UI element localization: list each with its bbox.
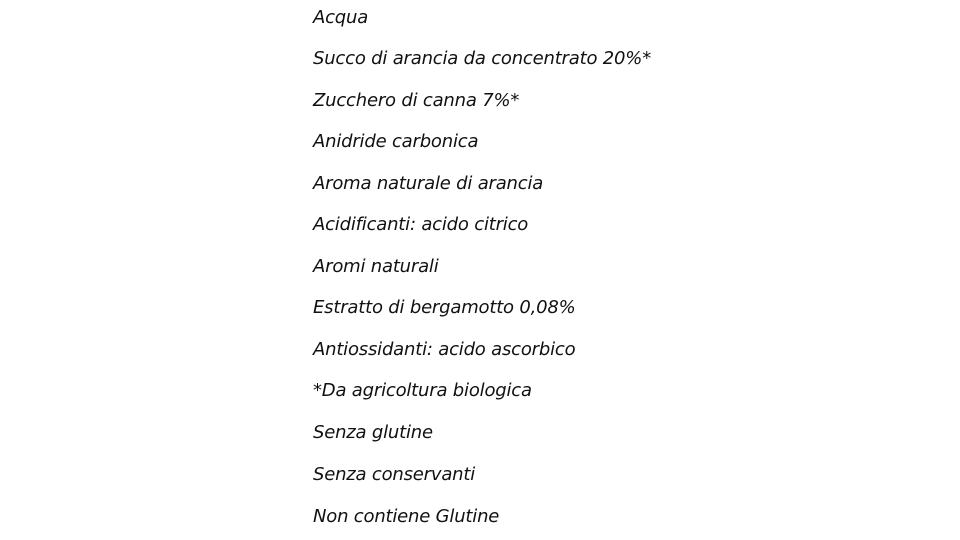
ingredient-item: Succo di arancia da concentrato 20%* [313,48,651,69]
ingredient-item: Senza glutine [313,422,433,443]
ingredient-item: Acqua [313,7,369,28]
ingredient-item: Aromi naturali [313,256,439,277]
ingredient-item: Acidificanti: acido citrico [313,214,529,235]
ingredient-item: Zucchero di canna 7%* [313,90,520,111]
ingredient-item: Senza conservanti [313,464,476,485]
ingredient-item: Non contiene Glutine [313,506,500,527]
ingredient-item: Antiossidanti: acido ascorbico [313,339,576,360]
ingredient-item: *Da agricoltura biologica [313,380,532,401]
ingredient-item: Anidride carbonica [313,131,479,152]
ingredient-item: Estratto di bergamotto 0,08% [313,297,576,318]
ingredient-item: Aroma naturale di arancia [313,173,544,194]
